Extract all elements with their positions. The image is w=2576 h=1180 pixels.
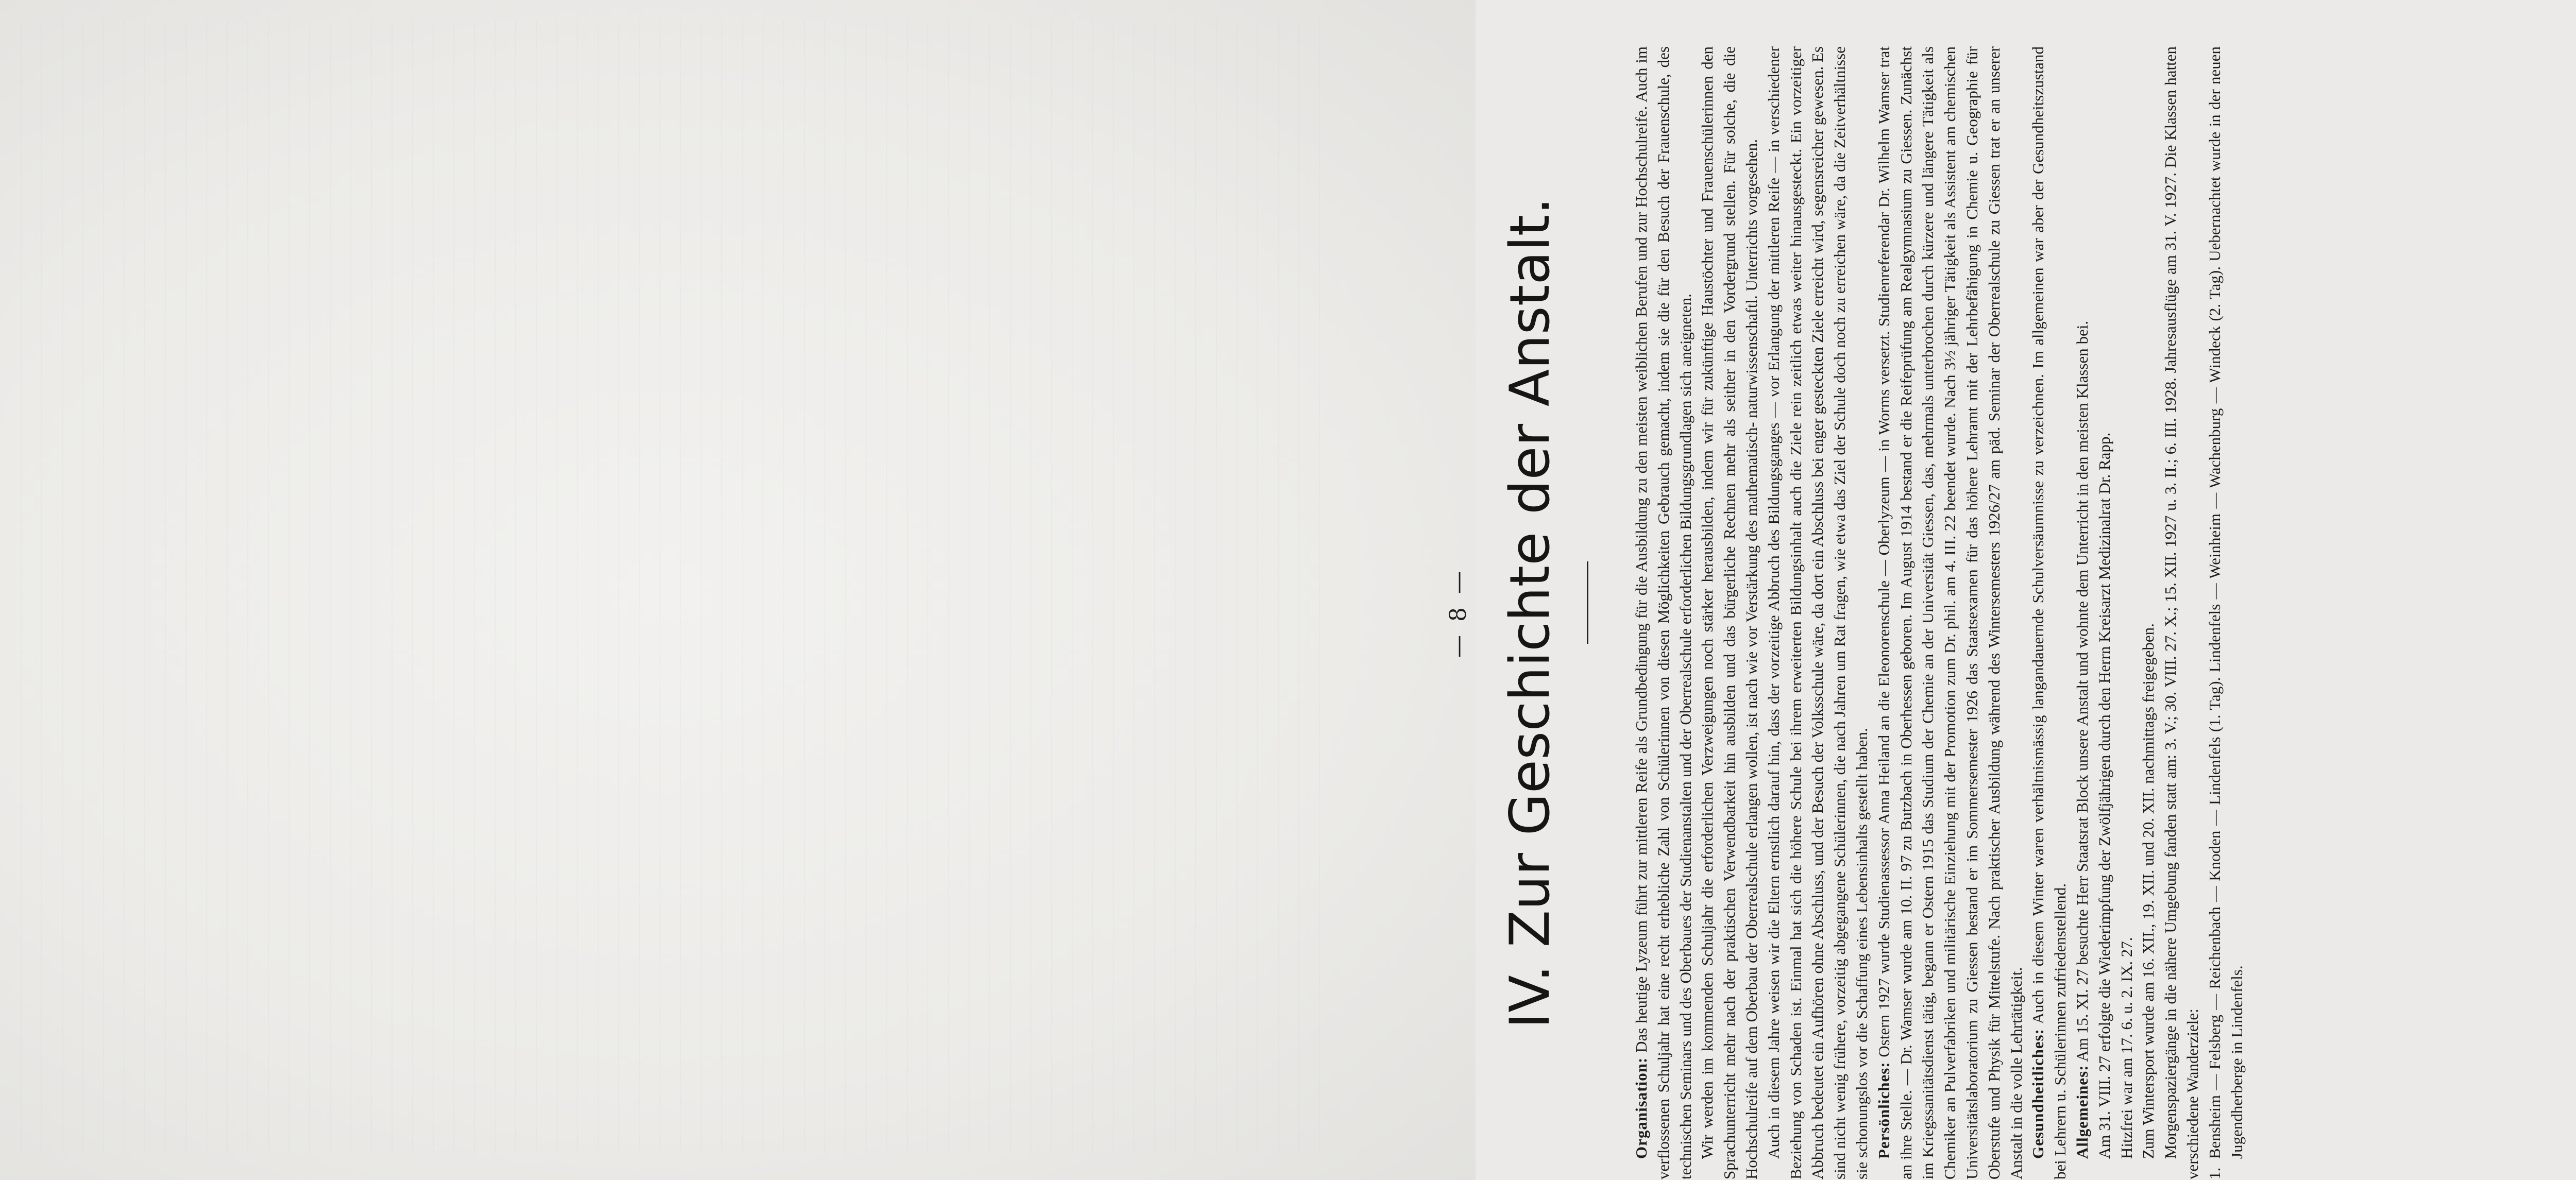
excursion-item-text: Bensheim — Felsberg — Reichenbach — Knoden — Lindenfels (1. Tag). Lindenfels — Weinheim — Wachenburg — Windeck (2. Tag). Uebernachtet wurde in der neuen Jugendherberge in Lindenfels. xyxy=(2205,46,2246,1159)
allgemeines-paragraph-5: Morgenspaziergänge in die nähere Umgebung fanden statt am: 3. V.; 30. VIII. 27. X.; 15. XII. 1927 u. 3. II.; 6. III. 1928. Jahresausflüge am 31. V. 1927. Die Klassen hatten verschiedene Wanderziele: xyxy=(2161,46,2201,1179)
heading-persoenliches: Persönliches: xyxy=(1874,1062,1893,1159)
section-organisation xyxy=(1631,46,1697,1179)
allgemeines-paragraph-3: Hitzfrei war am 17. 6. u. 2. IX. 27. xyxy=(2117,937,2136,1159)
organisation-paragraph-3: Auch in diesem Jahre weisen wir die Eltern ernstlich darauf hin, dass der vorzeitige Abbruch des Bildungsganges — vor Erlangung der mittleren Reife — in verschiedener Beziehung von Schaden ist. Einmal hat sich die höhere Schule bei ihrem erweiterten Bildungsinhalt auch die Ziele rein zeitlich etwas weiter hinausgesteckt. Ein vorzeitiger Abbruch bedeutet ein Aufhören ohne Abschluss, und der Besuch der Volksschule wäre, da dort ein Abschluss bei enger gesteckten Ziele erreicht wird, segensreicher gewesen. Es sind nicht wenig frühere, vorzeitig abgegangene Schülerinnen, die nach Jahren um Rat fragen, wie etwa das Ziel der Schule doch noch zu erreichen wäre, da die Zeitverhältnisse sie schonungslos vor die Schaffung eines Lebensinhalts gestellt haben. xyxy=(1764,46,1871,1179)
body-text xyxy=(1631,46,2248,1179)
chapter-title: IV. Zur Geschichte der Anstalt. xyxy=(1498,197,1562,1029)
organisation-text: Das heutige Lyzeum führt zur mittleren Reife als Grundbedingung für die Ausbildung zu den meisten weiblichen Berufen und zur Hochschulreife. Auch im verflossenen Schuljahr hat eine recht erhebliche Zahl von Schülerinnen von diesen Möglichkeiten Gebrauch gemacht, indem sie die für den Besuch der Frauenschule, des technischen Seminars und des Oberbaues der Studienanstalten und der Oberrealschule erforderlichen Bildungsgrundlagen sich aneigneten. xyxy=(1632,46,1694,1179)
rotated-text-block xyxy=(1437,46,2576,1179)
persoenliches-text: Ostern 1927 wurde Studienassessor Anna Heiland an die Eleonorenschule — Oberlyzeum — in Worms versetzt. Studienreferendar Dr. Wilhelm Wamser trat an ihre Stelle. — Dr. Wamser wurde am 10. II. 97 zu Butzbach in Oberhessen geboren. Im August 1914 bestand er die Reifeprüfung am Realgymnasium zu Giessen. Zunächst im Kriegssanitätsdienst tätig, begann er Ostern 1915 das Studium der Chemie an der Universität Giessen, das, mehrmals unterbrochen durch kürzere und längere Tätigkeit als Chemiker an Pulverfabriken und militärische Einziehung mit der Promotion zum Dr. phil. am 4. III. 22 beendet wurde. Nach 3½ jähriger Tätigkeit als Assistent am chemischen Universitätslaboratorium zu Giessen bestand er im Sommersemester 1926 das Staatsexamen für das höhere Lehramt mit der Lehrbefähigung in Chemie u. Geographie für Oberstufe und Physik für Mittelstufe. Nach praktischer Ausbildung während des Wintersemesters 1926/27 am päd. Seminar der Oberrealschule zu Giessen trat er an unserer Anstalt in die volle Lehrtätigkeit. xyxy=(1874,46,2025,1179)
section-allgemeines xyxy=(2072,46,2094,1179)
reverse-side-bleed-through xyxy=(21,21,1340,1154)
allgemeines-text: Am 15. XI. 27 besuchte Herr Staatsrat Block unsere Anstalt und wohnte dem Unterricht in den meisten Klassen bei. xyxy=(2073,320,2091,1062)
organisation-paragraph-2: Wir werden im kommenden Schuljahr die erforderlichen Verzweigungen noch stärker herausbilden, indem wir für zukünftige Haustöchter und Frauenschülerinnen den Sprachunterricht mehr nach der praktischen Verwendbarkeit hin ausbilden und das bürgerliche Rechnen mehr als seither in den Vordergrund stellen. Für solche, die die Hochschulreife auf dem Oberbau der Oberrealschule erlangen wollen, ist nach wie vor Verstärkung des mathematisch- naturwissenschaftl. Unterrichts vorgesehen. xyxy=(1698,46,1760,1179)
allgemeines-paragraph-4: Zum Wintersport wurde am 16. XII., 19. XII. und 20. XII. nachmittags freigegeben. xyxy=(2139,623,2158,1159)
excursion-item-number: 1. xyxy=(2205,1167,2224,1179)
heading-gesundheitliches: Gesundheitliches: xyxy=(2029,1029,2047,1159)
gesundheitliches-text: Auch in diesem Winter waren verhältnismässig langandauernde Schulversäumnisse zu verzeichnen. Im allgemeinen war aber der Gesundheitszustand bei Lehrern u. Schülerinnen zufriedenstellend. xyxy=(2029,46,2070,1179)
section-persoenliches xyxy=(1873,46,2028,1179)
section-gesundheitliches xyxy=(2027,46,2072,1179)
excursion-item-1 xyxy=(2204,46,2248,1179)
title-rule xyxy=(1587,561,1588,644)
heading-organisation: Organisation: xyxy=(1632,1057,1650,1159)
allgemeines-paragraph-2: Am 31. VIII. 27 erfolgte die Wiederimpfung der Zwölfjährigen durch den Herrn Kreisarzt Medizinalrat Dr. Rapp. xyxy=(2095,432,2113,1159)
page-number: — 8 — xyxy=(1445,568,1471,658)
heading-allgemeines: Allgemeines: xyxy=(2073,1065,2091,1159)
